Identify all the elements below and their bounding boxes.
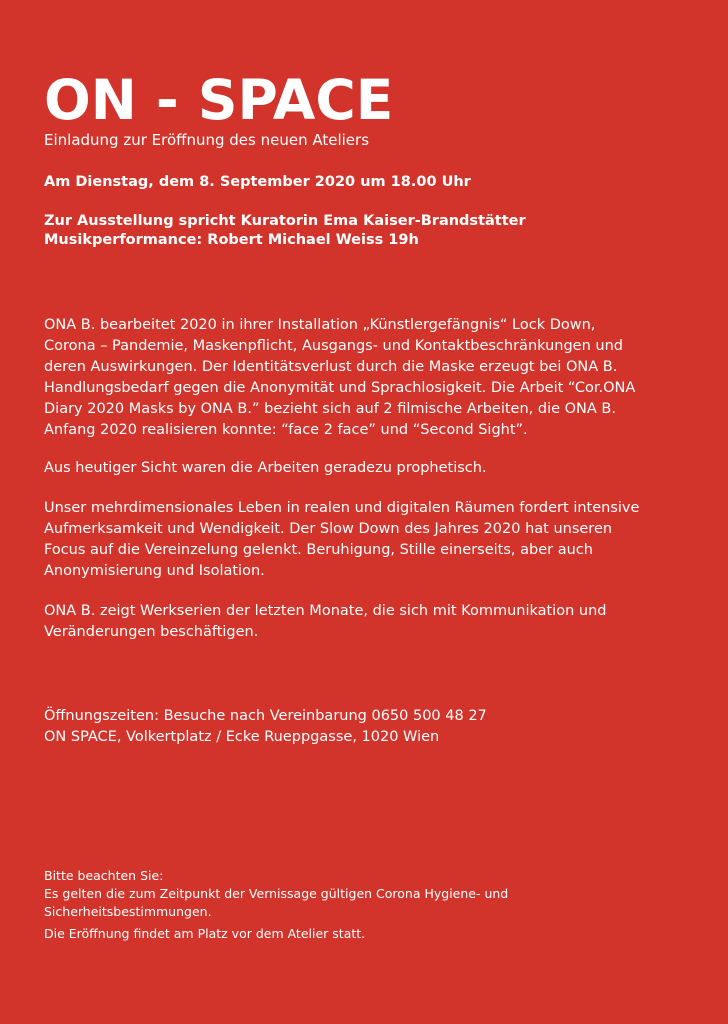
paragraph-life <box>44 498 639 582</box>
text-line: Diary 2020 Masks by ONA B.” bezieht sich auf 2 filmische Arbeiten, die ONA B. <box>44 401 616 417</box>
text-line: Aufmerksamkeit und Wendigkeit. Der Slow Down des Jahres 2020 hat unseren <box>44 521 613 537</box>
notice-line: Sicherheitsbestimmungen. <box>44 904 212 919</box>
event-date: Am Dienstag, dem 8. September 2020 um 18.00 Uhr <box>44 174 471 190</box>
page-subtitle: Einladung zur Eröffnung des neuen Ateliers <box>44 131 370 149</box>
text-line: Handlungsbedarf gegen die Anonymität und Sprachlosigkeit. Die Arbeit “Cor.ONA <box>44 380 636 396</box>
text-line: Focus auf die Vereinzelung gelenkt. Beruhigung, Stille einerseits, aber auch <box>44 542 593 558</box>
paragraph-installation <box>44 315 635 441</box>
paragraph-prophetic <box>44 458 487 479</box>
text-line: Aus heutiger Sicht waren die Arbeiten geradezu prophetisch. <box>44 460 487 476</box>
address: ON SPACE, Volkertplatz / Ecke Rueppgasse, 1020 Wien <box>44 729 440 745</box>
text-line: Anfang 2020 realisieren konnte: “face 2 face” und “Second Sight”. <box>44 422 528 438</box>
text-line: Veränderungen beschäftigen. <box>44 624 259 640</box>
event-details <box>44 212 526 250</box>
text-line: Anonymisierung und Isolation. <box>44 563 265 579</box>
text-line: ONA B. bearbeitet 2020 in ihrer Installation „Künstlergefängnis“ Lock Down, <box>44 317 596 333</box>
page-title: ON - SPACE <box>44 68 394 132</box>
text-line: deren Auswirkungen. Der Identitätsverlust durch die Maske erzeugt bei ONA B. <box>44 359 618 375</box>
text-line: Corona – Pandemie, Maskenpflicht, Ausgangs- und Kontaktbeschränkungen und <box>44 338 623 354</box>
speaker-line: Zur Ausstellung spricht Kuratorin Ema Kaiser-Brandstätter <box>44 213 526 229</box>
notice-heading: Bitte beachten Sie: <box>44 868 164 883</box>
text-line: Unser mehrdimensionales Leben in realen und digitalen Räumen fordert intensive <box>44 500 640 516</box>
opening-info <box>44 706 487 748</box>
notice-line: Die Eröffnung findet am Platz vor dem Atelier statt. <box>44 926 366 941</box>
text-line: ONA B. zeigt Werkserien der letzten Monate, die sich mit Kommunikation und <box>44 603 607 619</box>
music-line: Musikperformance: Robert Michael Weiss 19h <box>44 232 419 248</box>
opening-hours: Öffnungszeiten: Besuche nach Vereinbarung 0650 500 48 27 <box>44 708 487 724</box>
notice <box>44 867 508 943</box>
paragraph-works <box>44 601 606 643</box>
notice-line: Es gelten die zum Zeitpunkt der Vernissage gültigen Corona Hygiene- und <box>44 886 509 901</box>
